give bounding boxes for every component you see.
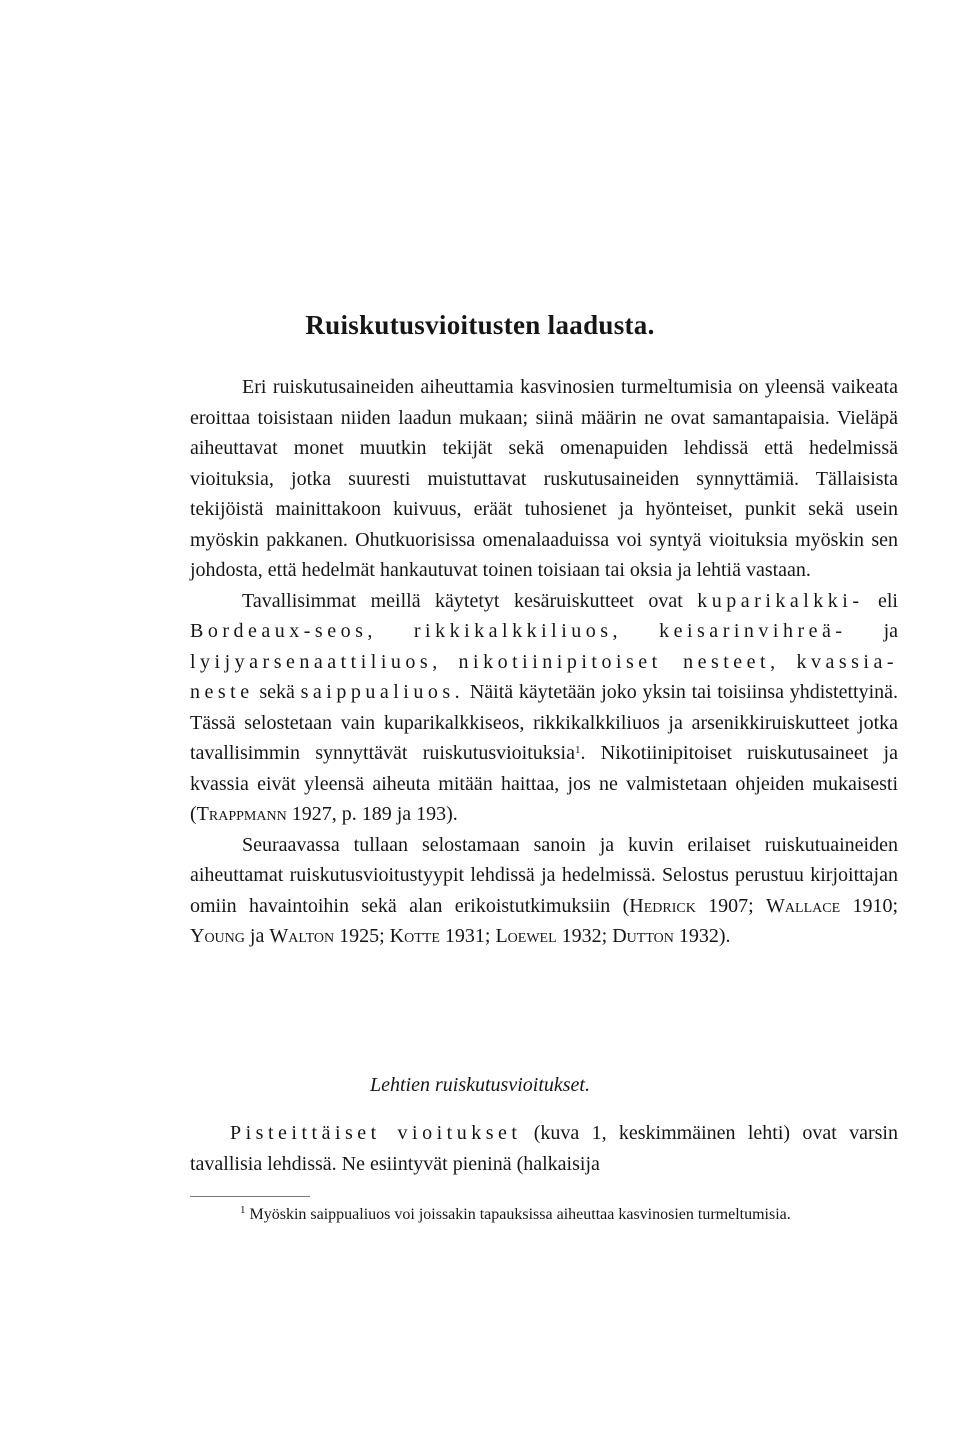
- page-title: Ruiskutusvioitusten laadusta.: [305, 310, 655, 340]
- citation: Hedrick: [629, 894, 696, 917]
- citation: Dutton: [612, 925, 674, 947]
- footnote-mark: 1: [240, 1204, 246, 1216]
- footnote-ref: 1: [575, 744, 581, 756]
- citation: Loewel: [495, 925, 557, 947]
- term-bordeaux: Bordeaux-seos,: [190, 620, 377, 642]
- section-text: [190, 1118, 898, 1179]
- citation: Trappmann: [196, 803, 287, 825]
- term-kuparikalkki: kuparikalkki-: [697, 589, 864, 612]
- main-text: [190, 372, 898, 952]
- term-rikkikalkki: rikkikalkkiliuos,: [413, 620, 623, 642]
- term-pisteittaiset: Pisteittäiset vioitukset: [230, 1122, 522, 1144]
- paragraph-1: Eri ruiskutusaineiden aiheuttamia kasvinosien turmeltumisia on yleensä vaikeata eroittaa toisistaan niiden laadun mukaan; siinä määrin ne ovat samantapaisia. Vieläpä aiheuttavat monet muutkin tekijät sekä omenapuiden lehdissä että hedelmissä vioituksia, jotka suuresti muistuttavat ruskutusaineiden synnyttämiä. Tällaisista tekijöistä mainittakoon kuivuus, eräät tuhosienet ja hyönteiset, punkit sekä usein myöskin pakkanen. Ohutkuorisissa omenalaaduissa voi syntyä vioituksia myöskin sen johdosta, että hedelmät hankautuvat toinen toisiaan tai oksia ja lehtiä vastaan.: [190, 376, 898, 581]
- footnote-divider: [190, 1196, 310, 1197]
- citation: Wallace: [766, 894, 841, 917]
- citation: Kotte: [389, 925, 440, 947]
- footnote: $^1$ Myöskin saippualiuos voi joissakin tapauksissa aiheuttaa kasvinosien turmeltumisia.: [240, 1204, 791, 1223]
- section-heading: Lehtien ruiskutusvioitukset.: [370, 1074, 590, 1096]
- paragraph-3: Seuraavassa tullaan selostamaan sanoin ja kuvin erilaiset ruiskutuaineiden aiheuttamat ruiskutusvioitustyypit lehdissä ja hedelmissä. Selostus perustuu kirjoittajan omiin havaintoihin sekä alan erikoistutkimuksiin (Hedrick 1907; Wallace 1910; Young ja Walton 1925; Kotte 1931; Loewel 1932; Dutton 1932).: [190, 833, 898, 947]
- term-keisarinvihrea: keisarinvihreä-: [659, 620, 847, 642]
- paragraph-4: Pisteittäiset vioitukset (kuva 1, keskimmäinen lehti) ovat varsin tavallisia lehdissä. Ne esiintyvät pieninä (halkaisija: [190, 1122, 898, 1175]
- term-saippua: saippualiuos.: [300, 681, 465, 703]
- term-lyijyarsenaatti: lyijyarsenaattiliuos,: [190, 650, 442, 673]
- citation: Young: [190, 925, 245, 947]
- term-nikotiini: nikotiinipitoiset nesteet,: [458, 650, 780, 673]
- citation: Walton: [269, 925, 335, 947]
- term-kvassia: kvassia-neste: [190, 650, 899, 703]
- paragraph-2: Tavallisimmat meillä käytetyt kesäruiskutteet ovat kuparikalkki- eli Bordeaux-seos, rikkikalkkiliuos, keisarinvihreä- ja lyijyarsenaattiliuos, nikotiinipitoiset nesteet, kvassia-neste sekä saippualiuos. Näitä käytetään joko yksin tai toisiinsa yhdistettyinä. Tässä selostetaan vain kuparikalkkiseos, rikkikalkkiliuos ja arsenikkiruiskutteet jotka tavallisimmin synnyttävät ruiskutusvioituksia$^1$. Nikotiinipitoiset ruiskutusaineet ja kvassia eivät yleensä aiheuta mitään haittaa, jos ne valmistetaan ohjeiden mukaisesti (Trappmann 1927, p. 189 ja 193).: [190, 589, 899, 825]
